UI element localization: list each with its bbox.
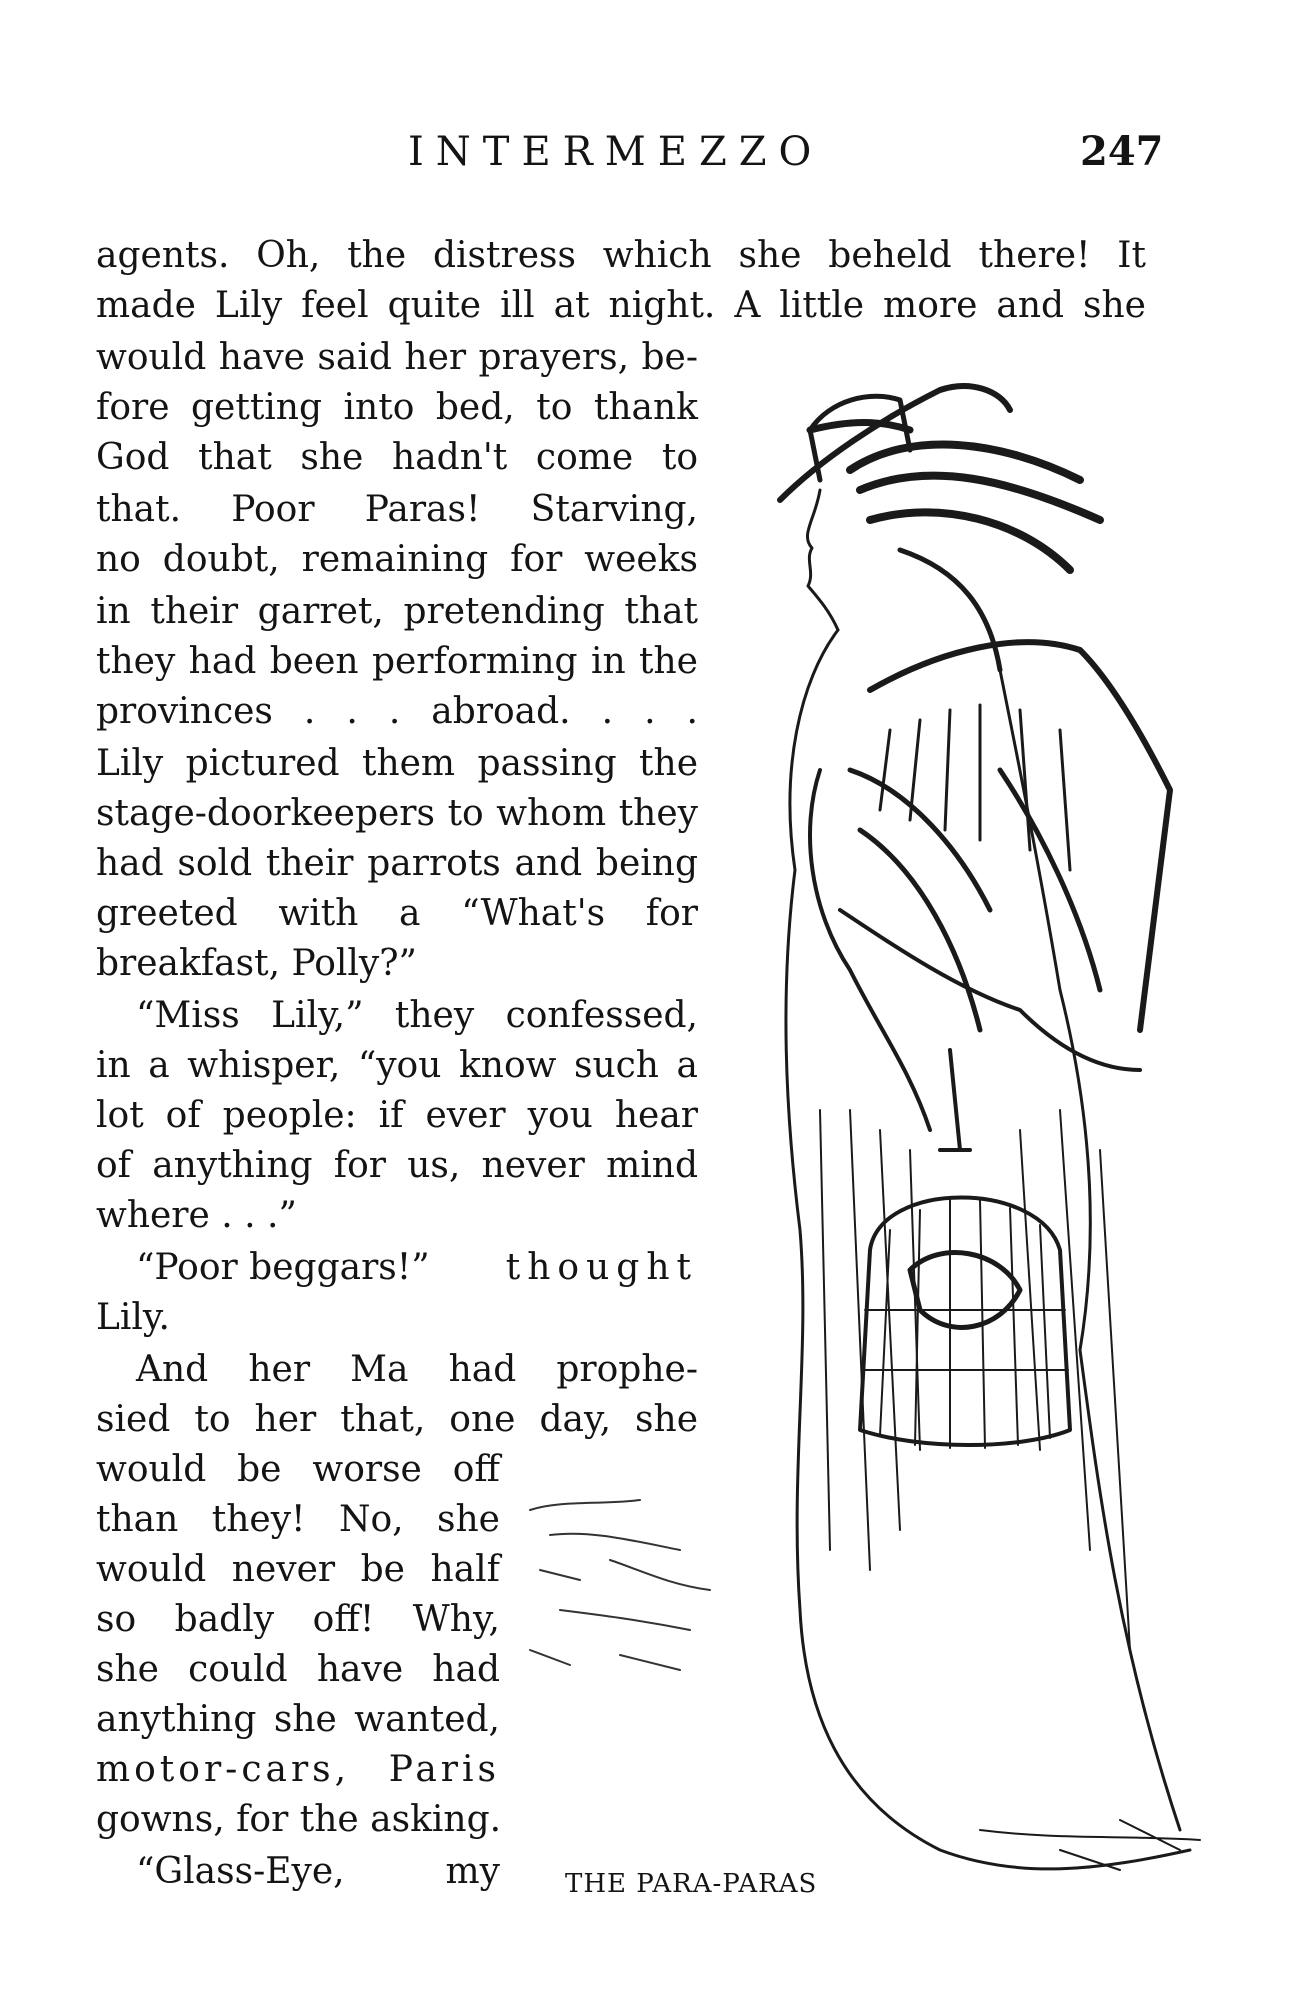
page-number: 247 xyxy=(1080,128,1164,175)
text-line: would be worse off xyxy=(96,1449,500,1490)
text-line: made Lily feel quite ill at night. A little more and she xyxy=(96,285,1146,326)
figure-outline xyxy=(786,630,1190,1869)
text-line: God that she hadn't come to xyxy=(96,437,698,478)
text-line: that. Poor Paras! Starving, xyxy=(96,489,698,530)
text-line: would never be half xyxy=(96,1549,500,1590)
text-line: sied to her that, one day, she xyxy=(96,1399,698,1440)
hair xyxy=(850,445,1100,570)
text-line: in a whisper, “you know such a xyxy=(96,1045,698,1086)
text-line: “Miss Lily,” they confessed, xyxy=(136,995,698,1036)
birdcage xyxy=(860,1198,1070,1446)
text-line: in their garret, pretending that xyxy=(96,591,698,632)
illustration-caption: THE PARA-PARAS xyxy=(565,1869,818,1899)
text-line: anything she wanted, xyxy=(96,1699,500,1740)
text-line: so badly off! Why, xyxy=(96,1599,500,1640)
text-line: where . . .” xyxy=(96,1195,297,1236)
text-line: Lily pictured them passing the xyxy=(96,743,698,784)
text-line: no doubt, remaining for weeks xyxy=(96,539,698,580)
text-line: provinces . . . abroad. . . . xyxy=(96,691,698,732)
text-line: lot of people: if ever you hear xyxy=(96,1095,698,1136)
text-line: agents. Oh, the distress which she beheld there! It xyxy=(96,235,1146,276)
text-line: than they! No, she xyxy=(96,1499,500,1540)
text-line: greeted with a “What's for xyxy=(96,893,698,934)
sketch-illustration xyxy=(760,350,1210,1910)
text-line: would have said her prayers, be- xyxy=(96,337,698,378)
arm xyxy=(810,770,930,1130)
ground-sketch xyxy=(980,1820,1200,1870)
running-title: INTERMEZZO xyxy=(408,129,824,175)
birdcage-handle xyxy=(940,1050,970,1150)
text-line: fore getting into bed, to thank xyxy=(96,387,698,428)
text-line xyxy=(96,1246,698,1290)
text-fragment: thought xyxy=(505,1247,698,1288)
text-line: motor-cars, Paris xyxy=(96,1749,500,1790)
shawl xyxy=(870,642,1170,1030)
text-line: had sold their parrots and being xyxy=(96,843,698,884)
text-line: of anything for us, never mind xyxy=(96,1145,698,1186)
text-line: stage-doorkeepers to whom they xyxy=(96,793,698,834)
face-profile xyxy=(807,490,838,630)
text-line: they had been performing in the xyxy=(96,641,698,682)
text-line: Lily. xyxy=(96,1297,170,1338)
text-line: gowns, for the asking. xyxy=(96,1799,502,1840)
text-line: breakfast, Polly?” xyxy=(96,943,417,984)
text-line: And her Ma had prophe- xyxy=(136,1349,698,1390)
text-line: she could have had xyxy=(96,1649,500,1690)
text-line: “Glass-Eye, my xyxy=(136,1851,500,1892)
sketch-strokes xyxy=(520,1490,750,1690)
text-fragment: “Poor beggars!” xyxy=(136,1247,430,1288)
